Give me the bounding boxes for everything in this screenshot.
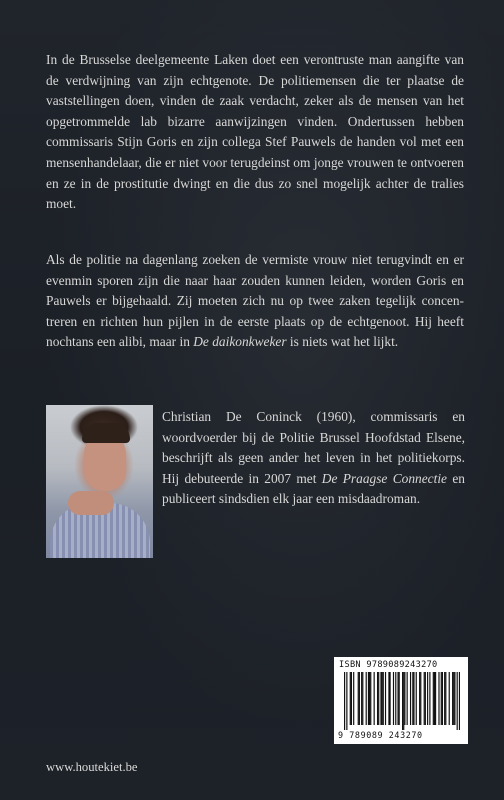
barcode-bar (399, 672, 400, 725)
barcode-bar (445, 672, 446, 725)
barcode-bar (358, 672, 359, 725)
barcode-bar (442, 672, 443, 725)
author-bio (162, 407, 465, 510)
barcode-bar (362, 672, 363, 725)
blurb-paragraph-2 (46, 250, 464, 353)
barcode-bar (382, 672, 383, 725)
author-bio-start: Christian De Coninck (1960), commissaris en woordvoerder bij de Politie Brussel Hoofdstad Elsene, beschrijft als geen ander het leven in het politiekorps. Hij debuteerde in 2007 met (162, 409, 465, 486)
barcode-bar (413, 672, 414, 725)
barcode-bar (424, 672, 425, 725)
barcode-bar (378, 672, 379, 725)
barcode-bar (444, 672, 445, 725)
barcode-bar (404, 672, 405, 725)
isbn-label: ISBN 9789089243270 (339, 660, 438, 670)
barcode-bar (407, 672, 408, 725)
barcode-bar (393, 672, 394, 725)
barcode-bar (402, 672, 403, 730)
blurb-paragraph-1-text: In de Brusselse deelgemeente Laken doet een verontruste man aangifte van de verdwijning van zijn echtgenote. De politiemensen die ter plaatse de vaststellingen doen, vinden de zaak verdacht, zeker als de mensen van het opgetrommelde lab bizarre aanwijzingen vinden. Ondertussen hebben commissaris Stijn Goris en zijn collega Stef Pauwels de handen vol met een mensenhandelaar, die er niet voor terugdeinst om jonge vrouwen te ontvoeren en ze in de prostitutie dwingt en die dus zo snel mogelijk achter de tralies moet. (46, 52, 464, 212)
barcode-bar (410, 672, 411, 725)
barcode-bar (433, 672, 434, 725)
barcode-bar (425, 672, 426, 725)
barcode-bar (429, 672, 430, 725)
blurb-paragraph-2-start: Als de politie na dagenlang zoeken de vermiste vrouw niet terugvindt en er evenmin sporen zijn die naar haar zouden kunnen leiden, worden Goris en Pauwels er bijgehaald. Zij moeten zich nu op twee zaken tegelijk concen-treren en richten hun pijlen in de eerste plaats op de echtgenoot. Hij heeft nochtans een alibi, maar in (46, 252, 464, 350)
author-photo-hand (68, 491, 114, 515)
debut-title: De Praagse Connectie (321, 470, 447, 486)
barcode-bar (395, 672, 396, 725)
barcode-bar (454, 672, 455, 725)
barcode-bar (452, 672, 453, 725)
barcode-bar (368, 672, 369, 725)
blurb-paragraph-1 (46, 50, 464, 215)
blurb-paragraph-2-end: is niets wat het lijkt. (286, 334, 399, 350)
barcode-bar (459, 672, 460, 730)
barcode-bar (412, 672, 413, 725)
barcode-bar (403, 672, 404, 730)
barcode-bar (366, 672, 367, 725)
barcode-bar (361, 672, 362, 725)
author-bio-end: en publiceert sindsdien elk jaar een misdaadroman. (162, 470, 465, 507)
isbn-barcode (334, 657, 468, 744)
barcode-bar (389, 672, 390, 725)
barcode-bar (419, 672, 420, 725)
barcode-bar (427, 672, 428, 725)
barcode-bar (370, 672, 371, 725)
barcode-bar (385, 672, 386, 725)
barcode-bar (374, 672, 375, 725)
barcode-bar (377, 672, 378, 725)
barcode-bar (353, 672, 354, 725)
barcode-bar (369, 672, 370, 725)
publisher-website: www.houtekiet.be (46, 760, 138, 774)
barcode-bar (435, 672, 436, 725)
barcode-bar (350, 672, 351, 725)
barcode-bar (453, 672, 454, 725)
barcode-bar (344, 672, 345, 730)
barcode-bar (449, 672, 450, 725)
barcode-bar (420, 672, 421, 725)
barcode-bars (344, 672, 460, 730)
barcode-bar (441, 672, 442, 725)
barcode-bar (351, 672, 352, 725)
barcode-bar (388, 672, 389, 725)
barcode-bar (359, 672, 360, 725)
book-title: De daikonkweker (193, 334, 287, 350)
barcode-bar (380, 672, 381, 725)
author-photo (46, 405, 153, 558)
barcode-bar (434, 672, 435, 725)
barcode-bar (397, 672, 398, 725)
barcode-bar (457, 672, 458, 730)
barcode-bar (416, 672, 417, 725)
barcode-bar (346, 672, 347, 730)
barcode-digits: 9 789089 243270 (338, 730, 423, 740)
author-photo-hair (82, 423, 130, 443)
barcode-bar (438, 672, 439, 725)
barcode-bar (383, 672, 384, 725)
